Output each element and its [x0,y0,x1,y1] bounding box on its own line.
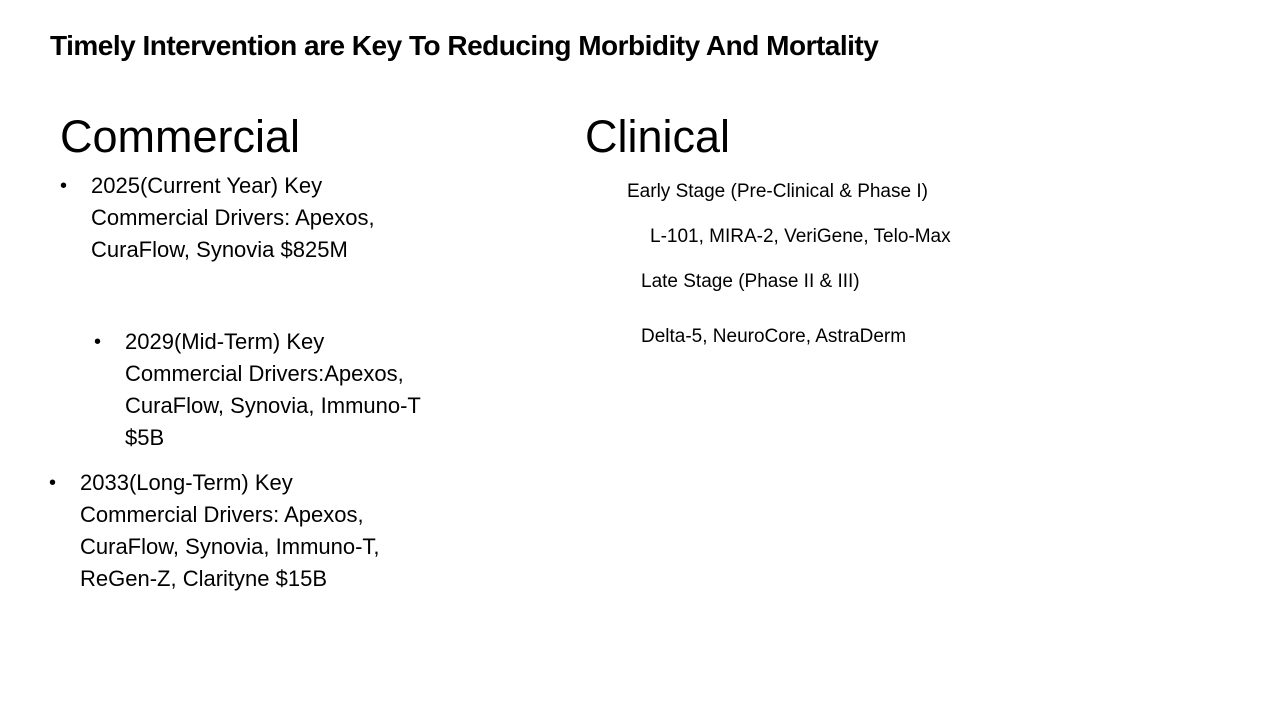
bullet-line: $5B [125,425,165,450]
commercial-heading: Commercial [60,111,301,162]
late-stage-items: Delta-5, NeuroCore, AstraDerm [641,326,907,347]
bullet-line: CuraFlow, Synovia $825M [91,237,348,262]
clinical-heading: Clinical [585,111,731,162]
bullet-marker: • [49,472,57,494]
bullet-line: 2025(Current Year) Key [91,173,323,198]
early-stage-items: L-101, MIRA-2, VeriGene, Telo-Max [650,226,951,247]
bullet-line: Commercial Drivers:Apexos, [125,361,404,386]
late-stage-label: Late Stage (Phase II & III) [641,271,860,292]
commercial-bullet-text [125,326,421,454]
commercial-bullet-text [80,467,380,595]
slide-title: Timely Intervention are Key To Reducing Morbidity And Mortality [50,30,879,61]
bullet-line: ReGen-Z, Clarityne $15B [80,566,327,591]
bullet-marker: • [94,331,102,353]
bullet-line: 2033(Long-Term) Key [80,470,293,495]
bullet-line: CuraFlow, Synovia, Immuno-T, [80,534,380,559]
early-stage-label: Early Stage (Pre-Clinical & Phase I) [627,181,928,202]
bullet-line: Commercial Drivers: Apexos, [80,502,364,527]
bullet-line: Commercial Drivers: Apexos, [91,205,375,230]
commercial-bullet-text [91,170,375,266]
bullet-line: CuraFlow, Synovia, Immuno-T [125,393,421,418]
bullet-line: 2029(Mid-Term) Key [125,329,325,354]
bullet-marker: • [60,175,68,197]
